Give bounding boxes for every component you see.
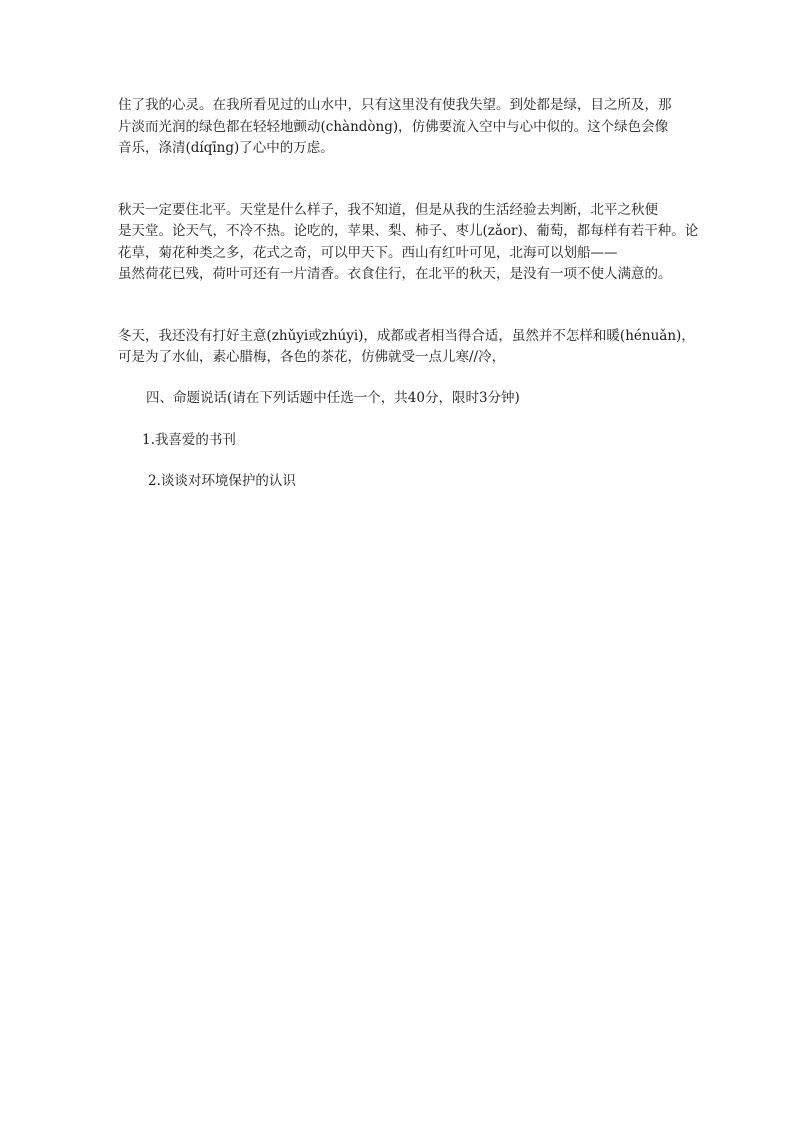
paragraph-line: 秋天一定要住北平。天堂是什么样子，我不知道，但是从我的生活经验去判断，北平之秋便: [118, 202, 658, 218]
paragraph-line: 音乐，涤清(díqīng)了心中的万虑。: [118, 140, 334, 156]
paragraph-line: 是天堂。论天气，不冷不热。论吃的，苹果、梨、柿子、枣儿(zǎor)、葡萄，都每样有若干种。论: [118, 223, 699, 239]
paragraph-line: 虽然荷花已残，荷叶可还有一片清香。衣食住行，在北平的秋天，是没有一项不使人满意的。: [118, 266, 672, 282]
topic-item: 1.我喜爱的书刊: [142, 432, 236, 448]
section-heading: 四、命题说话(请在下列话题中任选一个，共40分，限时3分钟): [146, 390, 520, 406]
paragraph-line: 可是为了水仙，素心腊梅，各色的茶花，仿佛就受一点儿寒//冷，: [118, 349, 506, 365]
paragraph-line: 住了我的心灵。在我所看见过的山水中，只有这里没有使我失望。到处都是绿，目之所及，那: [118, 97, 672, 113]
paragraph-line: 冬天，我还没有打好主意(zhǔyi或zhúyi)，成都或者相当得合适，虽然并不怎样和暖(hénuǎn)，: [118, 328, 695, 344]
topic-item: 2.谈谈对环境保护的认识: [148, 473, 296, 489]
paragraph-line: 花草，菊花种类之多，花式之奇，可以甲天下。西山有红叶可见，北海可以划船——: [118, 245, 618, 261]
paragraph-line: 片淡而光润的绿色都在轻轻地颤动(chàndòng)，仿佛要流入空中与心中似的。这个绿色会像: [118, 119, 669, 135]
